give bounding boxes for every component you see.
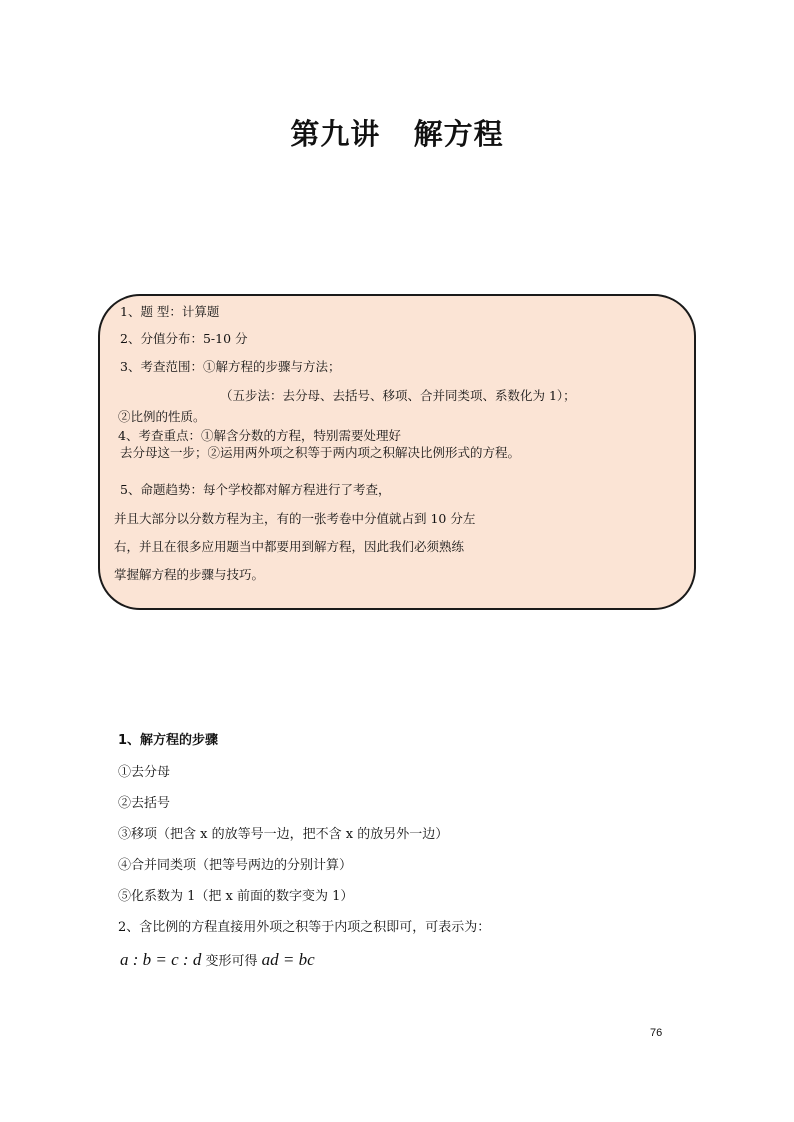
proportion-rule: 2、含比例的方程直接用外项之积等于内项之积即可，可表示为： [118, 920, 491, 935]
step-item: ③移项（把含 x 的放等号一边，把不含 x 的放另外一边） [118, 827, 449, 842]
formula-connector: 变形可得 [201, 954, 262, 969]
info-line-key-points: 4、考查重点：①解含分数的方程，特别需要处理好 [118, 428, 401, 443]
formula-ratio: a : b = c : d [120, 950, 202, 969]
info-line-question-type: 1、题 型：计算题 [120, 304, 220, 319]
step-item: ②去括号 [118, 796, 171, 811]
info-line-trend: 5、命题趋势：每个学校都对解方程进行了考查， [120, 482, 391, 497]
info-line-trend-cont-2: 右，并且在很多应用题当中都要用到解方程，因此我们必须熟练 [114, 539, 465, 554]
steps-heading: 1、解方程的步骤 [118, 733, 219, 748]
info-line-five-step-method: （五步法：去分母、去括号、移项、合并同类项、系数化为 1）； [220, 388, 576, 403]
info-line-exam-scope: 3、考查范围：①解方程的步骤与方法； [120, 359, 341, 374]
info-line-score-distribution: 2、分值分布：5-10 分 [120, 331, 248, 346]
step-item: ④合并同类项（把等号两边的分别计算） [118, 858, 353, 873]
step-item: ①去分母 [118, 765, 171, 780]
step-item: ⑤化系数为 1（把 x 前面的数字变为 1） [118, 889, 354, 904]
page-number: 76 [650, 1027, 663, 1039]
formula-product: ad = bc [261, 950, 315, 969]
info-line-trend-cont-1: 并且大部分以分数方程为主，有的一张考卷中分值就占到 10 分左 [114, 511, 476, 526]
info-line-key-points-cont: 去分母这一步；②运用两外项之积等于两内项之积解决比例形式的方程。 [120, 445, 521, 460]
page-title: 第九讲 解方程 [290, 117, 504, 151]
info-line-proportion-property: ②比例的性质。 [118, 409, 206, 424]
proportion-formula [120, 950, 315, 972]
info-line-trend-cont-3: 掌握解方程的步骤与技巧。 [114, 567, 265, 582]
exam-info-box [98, 294, 696, 610]
